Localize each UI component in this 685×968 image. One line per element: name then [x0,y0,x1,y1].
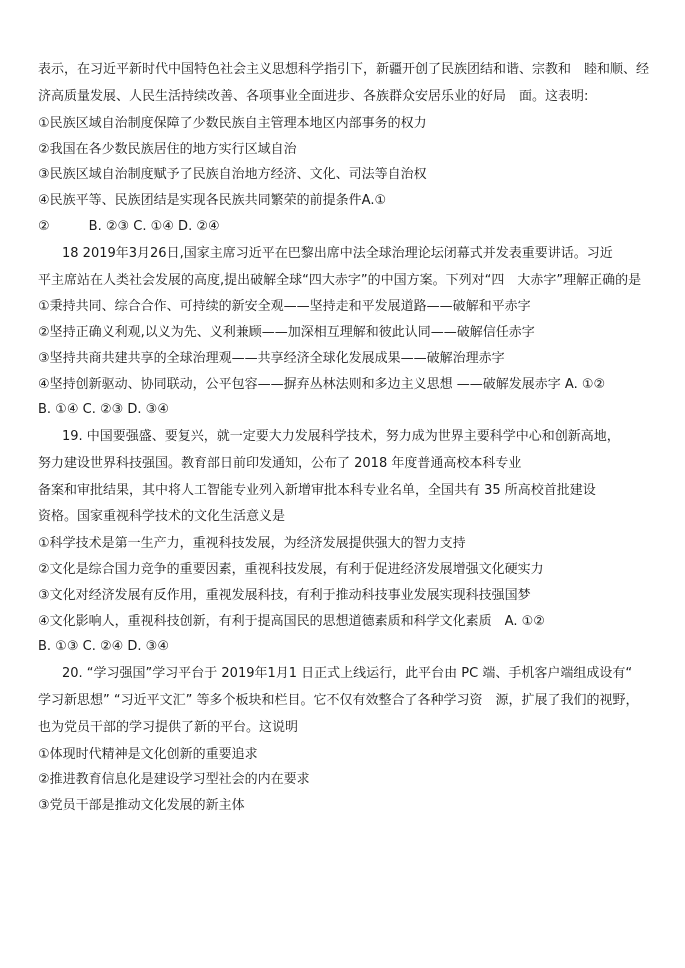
text-line: ②文化是综合国力竞争的重要因素，重视科技发展，有利于促进经济发展增强文化硬实力 [38,562,544,577]
text-line: 学习新思想” “习近平文汇” 等多个板块和栏目。它不仅有效整合了各种学习资 源，扩展了我们的视野， [38,693,639,708]
question-19-stem: 19. 中国要强盛、要复兴，就一定要大力发展科学技术，努力成为世界主要科学中心和创新高地， [62,429,620,444]
text-line: ①科学技术是第一生产力，重视科技发展，为经济发展提供强大的智力支持 [38,536,466,551]
text-line: B. ①④ C. ②③ D. ③④ [38,402,169,417]
text-line: B. ①③ C. ②④ D. ③④ [38,639,169,654]
text-line: 也为党员干部的学习提供了新的平台。这说明 [38,720,299,735]
text-line: ①秉持共同、综合合作、可持续的新安全观——坚持走和平发展道路——破解和平赤字 [38,299,531,314]
text-line: ④民族平等、民族团结是实现各民族共同繁荣的前提条件A.① [38,193,387,208]
text-line: ②坚持正确义利观,以义为先、义利兼顾——加深相互理解和彼此认同——破解信任赤字 [38,325,535,340]
question-20-stem: 20. “学习强国”学习平台于 2019年1月1 日正式上线运行，此平台由 PC 端、手机客户端组成设有“ [62,666,633,681]
text-line: ②我国在各少数民族居住的地方实行区域自治 [38,142,297,157]
text-line: 资格。国家重视科学技术的文化生活意义是 [38,509,286,524]
text-line: ④坚持创新驱动、协同联动，公平包容——摒弃丛林法则和多边主义思想 ——破解发展赤字 A. ①② [38,377,606,392]
text-line: 备案和审批结果，其中将人工智能专业列入新增审批本科专业名单，全国共有 35 所高校首批建设 [38,483,596,498]
text-line: ③党员干部是推动文化发展的新主体 [38,798,245,813]
text-line: ①体现时代精神是文化创新的重要追求 [38,747,258,762]
text-line: ③文化对经济发展有反作用，重视发展科技，有利于推动科技事业发展实现科技强国梦 [38,588,531,603]
text-line: 平主席站在人类社会发展的高度,提出破解全球“四大赤字”的中国方案。下列对“四 大赤字”理解正确的是 [38,273,642,288]
text-line: 济高质量发展、人民生活持续改善、各项事业全面进步、各族群众安居乐业的好局 面。这表明: [38,89,589,104]
text-line: ④文化影响人，重视科技创新，有利于提高国民的思想道德素质和科学文化素质 A. ①② [38,614,545,629]
text-line: ③民族区域自治制度赋予了民族自治地方经济、文化、司法等自治权 [38,167,427,182]
text-line: ③坚持共商共建共享的全球治理观——共享经济全球化发展成果——破解治理赤字 [38,351,505,366]
question-18-stem: 18 2019年3月26日,国家主席习近平在巴黎出席中法全球治理论坛闭幕式并发表重要讲话。习近 [62,246,613,261]
text-line: 表示，在习近平新时代中国特色社会主义思想科学指引下，新疆开创了民族团结和谐、宗教和 睦和顺、经 [38,62,650,77]
text-line: ①民族区域自治制度保障了少数民族自主管理本地区内部事务的权力 [38,116,427,131]
text-line: 努力建设世界科技强国。教育部日前印发通知，公布了 2018 年度普通高校本科专业 [38,456,522,471]
text-line: ②推进教育信息化是建设学习型社会的内在要求 [38,772,310,787]
text-line: ② B. ②③ C. ①④ D. ②④ [38,219,220,234]
